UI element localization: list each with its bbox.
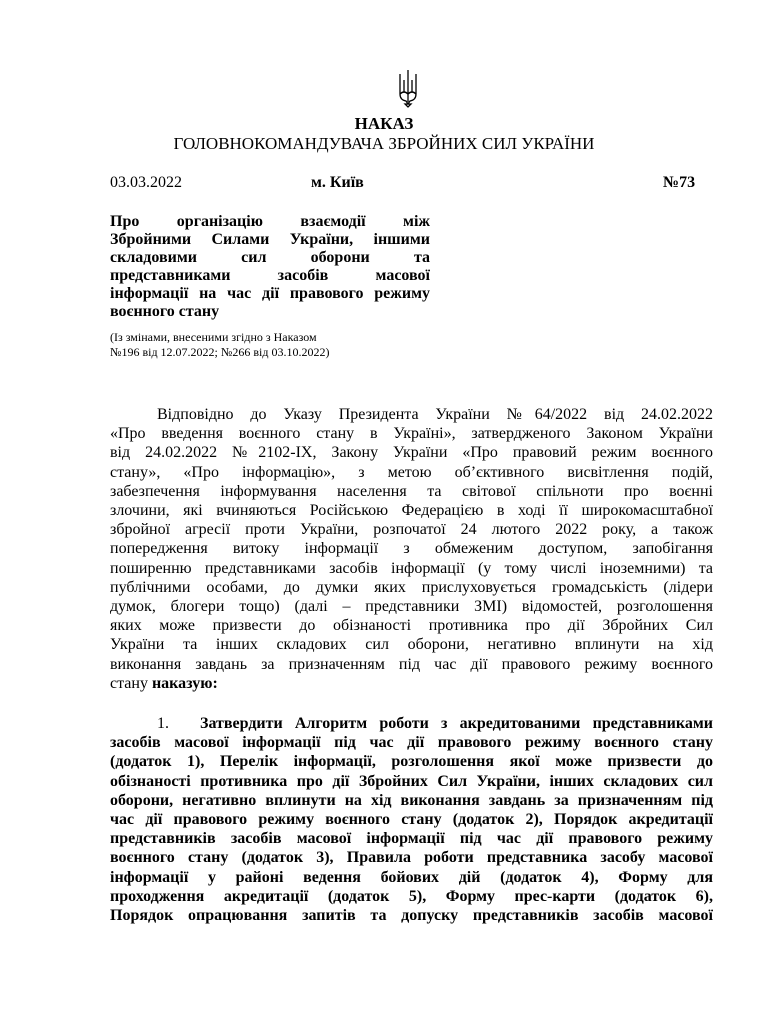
order-title: НАКАЗ	[354, 114, 414, 133]
paragraph-line: поширенню представниками засобів інформації (у тому числі іноземними) та	[110, 559, 713, 577]
item-first-line	[110, 714, 713, 733]
paragraph-last-prefix: стану	[110, 674, 152, 692]
paragraph-line: воєнного стану (додаток 3), Правила роботи представника засобу масової	[110, 849, 713, 867]
order-number: №73	[663, 174, 696, 191]
paragraph-line: час дії правового режиму воєнного стану (додаток 2), Порядок акредитації	[110, 811, 713, 829]
paragraph-line: України та інших складових сил оборони, негативно вплинути на хід	[110, 636, 713, 654]
preamble-paragraph	[110, 405, 713, 693]
trident-emblem-icon	[396, 68, 420, 108]
amendment-line: №196 від 12.07.2022; №266 від 03.10.2022)	[110, 345, 330, 359]
order-date: 03.03.2022	[110, 174, 182, 191]
subject-line: інформації на час дії правового режиму	[110, 285, 430, 302]
order-city: м. Київ	[311, 174, 364, 191]
paragraph-line: стану», «Про інформацію», з метою об’єктивного висвітлення подій,	[110, 463, 713, 481]
subject-line: Про організацію взаємодії між	[110, 213, 430, 230]
paragraph-line: злочини, які вчиняються Російською Федерацією в ході її широкомасштабної	[110, 502, 713, 520]
subject-line: представниками засобів масової	[110, 267, 430, 284]
paragraph-line: збройної агресії проти України, розпочатої 24 лютого 2022 року, а також	[110, 521, 713, 539]
paragraph-line: інформації у районі ведення бойових дій (додаток 4), Форму для	[110, 868, 713, 886]
paragraph-line: яких може призвести до обізнаності противника про дії Збройних Сил	[110, 617, 713, 635]
order-keyword: наказую:	[151, 674, 218, 692]
paragraph-line: думок, блогери тощо) (далі – представники ЗМІ) відомостей, розголошення	[110, 598, 713, 616]
paragraph-line: від 24.02.2022 №2102-IX, Закону України «Про правовий режим воєнного	[110, 444, 713, 462]
paragraph-line: оборони, негативно вплинути на хід виконання завдань за призначенням під	[110, 791, 713, 809]
item-number: 1.	[157, 715, 169, 732]
paragraph-line: попередження витоку інформації з обмеженим доступом, запобігання	[110, 540, 713, 558]
paragraph-line: обізнаності противника про дії Збройних Сил України, інших складових сил	[110, 772, 713, 790]
paragraph-line: представників засобів масової інформації під час дії правового режиму	[110, 830, 713, 848]
paragraph-line: Порядок опрацювання запитів та допуску представників засобів масової	[110, 907, 713, 925]
amendment-line: (Із змінами, внесеними згідно з Наказом	[110, 330, 317, 344]
item-first-text: Затвердити Алгоритм роботи з акредитованими представниками	[200, 715, 713, 732]
amendment-note	[110, 330, 410, 360]
item-1-paragraph	[110, 714, 713, 925]
paragraph-last-line	[110, 674, 713, 693]
paragraph-line: забезпечення інформування населення та світової спільноти про воєнні	[110, 482, 713, 500]
paragraph-line: Відповідно до Указу Президента України №64/2022 від 24.02.2022	[157, 406, 713, 423]
subject-line: воєнного стану	[110, 303, 220, 320]
paragraph-line: (додаток 1), Перелік інформації, розголошення якої може призвести до	[110, 753, 713, 771]
subject-line: Збройними Силами України, іншими	[110, 231, 430, 248]
paragraph-line: проходження акредитації (додаток 5), Форму прес-карти (додаток 6),	[110, 887, 713, 905]
subject-line: складовими сил оборони та	[110, 249, 430, 266]
order-subject	[110, 213, 430, 321]
paragraph-line: публічними особами, до думки яких прислуховується громадськість (лідери	[110, 578, 713, 596]
issuer-title: ГОЛОВНОКОМАНДУВАЧА ЗБРОЙНИХ СИЛ УКРАЇНИ	[173, 134, 595, 153]
paragraph-line: виконання завдань за призначенням під час дії правового режиму воєнного	[110, 655, 713, 673]
paragraph-line: «Про введення воєнного стану в Україні», затвердженого Законом України	[110, 425, 713, 443]
paragraph-line: засобів масової інформації під час дії правового режиму воєнного стану	[110, 734, 713, 752]
